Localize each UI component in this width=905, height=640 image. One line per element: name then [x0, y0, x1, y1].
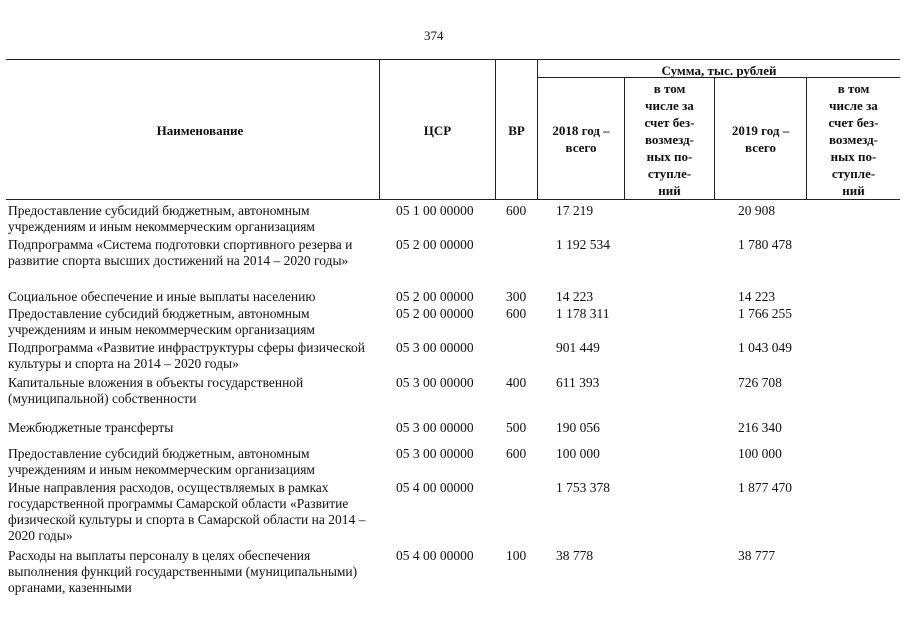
row-name: Капитальные вложения в объекты государственной (муниципальной) собственности [8, 375, 304, 406]
row-name: Предоставление субсидий бюджетным, автономным учреждениям и иным некоммерческим организациям [8, 203, 315, 234]
row-sum-2018: 611 393 [556, 375, 600, 390]
header-2018-grants: в том числе за счет без- возмезд- ных по- ступле- ний [644, 81, 695, 198]
row-csr: 05 3 00 00000 [396, 340, 474, 355]
row-csr: 05 1 00 00000 [396, 203, 474, 218]
row-sum-2018: 14 223 [556, 289, 594, 304]
header-csr: ЦСР [423, 123, 452, 138]
row-csr: 05 3 00 00000 [396, 446, 474, 461]
row-sum-2018: 38 778 [556, 548, 594, 563]
row-name: Предоставление субсидий бюджетным, автономным учреждениям и иным некоммерческим организациям [8, 446, 315, 477]
header-2019-grants: в том числе за счет без- возмезд- ных по- ступле- ний [828, 81, 879, 198]
row-sum-2019: 1 780 478 [738, 237, 792, 252]
row-sum-2019: 1 766 255 [738, 306, 792, 321]
row-sum-2018: 1 178 311 [556, 306, 610, 321]
row-sum-2018: 100 000 [556, 446, 600, 461]
row-sum-2018: 901 449 [556, 340, 600, 355]
row-name: Социальное обеспечение и иные выплаты населению [8, 289, 316, 304]
header-vr: ВР [508, 123, 525, 138]
row-csr: 05 2 00 00000 [396, 306, 474, 321]
row-csr: 05 4 00 00000 [396, 480, 474, 495]
row-sum-2018: 1 753 378 [556, 480, 610, 495]
row-csr: 05 2 00 00000 [396, 289, 474, 304]
row-sum-2019: 1 877 470 [738, 480, 792, 495]
row-sum-2018: 17 219 [556, 203, 594, 218]
row-name: Межбюджетные трансферты [8, 420, 174, 435]
row-sum-2019: 726 708 [738, 375, 782, 390]
row-name: Подпрограмма «Система подготовки спортивного резерва и развитие спорта высших достижений на 2014 – 2020 годы» [8, 237, 353, 268]
row-vr: 600 [506, 446, 527, 461]
header-top-line [6, 59, 900, 60]
row-name: Иные направления расходов, осуществляемых в рамках государственной программы Самарской области «Развитие физической культуры и спорта в Самарской области на 2014 – 2020 годы» [8, 480, 366, 543]
row-sum-2019: 38 777 [738, 548, 776, 563]
row-sum-2019: 20 908 [738, 203, 776, 218]
page-number: 374 [424, 28, 444, 43]
row-name: Расходы на выплаты персоналу в целях обеспечения выполнения функций государственными (муниципальными) органами, казенными [8, 548, 358, 595]
row-csr: 05 2 00 00000 [396, 237, 474, 252]
header-2018-total: 2018 год – всего [552, 123, 610, 155]
row-vr: 400 [506, 375, 527, 390]
row-sum-2018: 190 056 [556, 420, 600, 435]
header-name: Наименование [156, 123, 244, 138]
header-sum-group: Сумма, тыс. рублей [661, 63, 777, 78]
row-vr: 600 [506, 306, 527, 321]
row-sum-2018: 1 192 534 [556, 237, 610, 252]
row-vr: 300 [506, 289, 527, 304]
header-bottom-line [6, 199, 900, 200]
row-name: Подпрограмма «Развитие инфраструктуры сферы физической культуры и спорта на 2014 – 2020 годы» [8, 340, 365, 371]
row-vr: 500 [506, 420, 527, 435]
row-sum-2019: 100 000 [738, 446, 782, 461]
row-csr: 05 4 00 00000 [396, 548, 474, 563]
header-2019-total: 2019 год – всего [731, 123, 790, 155]
row-csr: 05 3 00 00000 [396, 420, 474, 435]
row-sum-2019: 1 043 049 [738, 340, 792, 355]
row-name: Предоставление субсидий бюджетным, автономным учреждениям и иным некоммерческим организациям [8, 306, 315, 337]
row-csr: 05 3 00 00000 [396, 375, 474, 390]
row-vr: 100 [506, 548, 527, 563]
row-sum-2019: 14 223 [738, 289, 776, 304]
row-sum-2019: 216 340 [738, 420, 782, 435]
row-vr: 600 [506, 203, 527, 218]
